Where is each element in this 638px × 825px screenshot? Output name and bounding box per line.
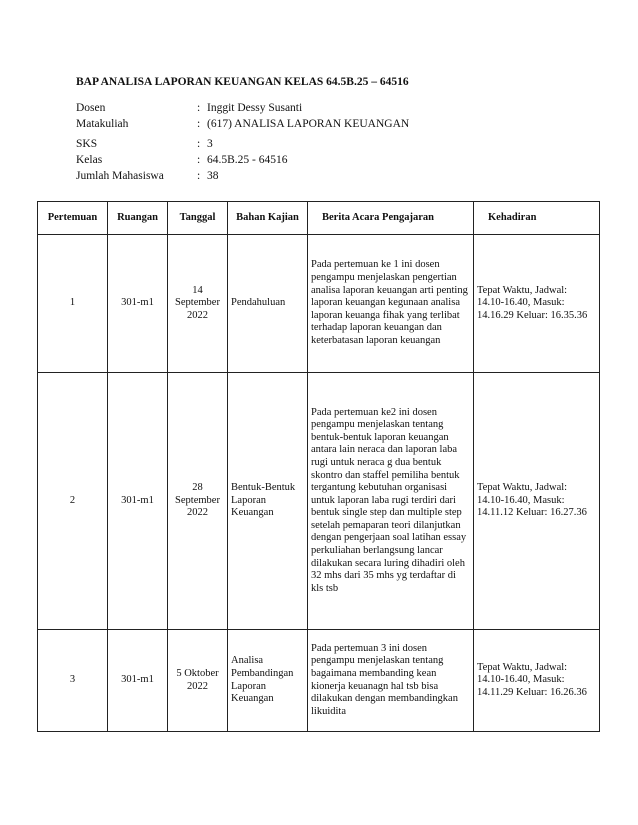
document-title: BAP ANALISA LAPORAN KEUANGAN KELAS 64.5B.25 – 64516 (76, 76, 409, 88)
cell-pertemuan: 2 (38, 373, 108, 630)
cell-berita-acara: Pada pertemuan ke2 ini dosen pengampu menjelaskan tentang bentuk-bentuk laporan keuangan antara lain neraca dan laporan laba rugi untuk neraca g dua bentuk skontro dan staffel pemiliha bentuk tergantung kebutuhan organisasi untuk laporan laba rugi terdiri dari bentuk single step dan multiple step setelah pemaparan teori dilanjutkan dengan pengerjaan soal latihan essay perkuliahan berlangsung lancar dilakukan secara luring dihadiri oleh 32 mhs dari 35 mhs yg terdaftar di kls tsb (308, 373, 474, 630)
meta-colon: : (197, 170, 201, 182)
header-kehadiran: Kehadiran (474, 202, 600, 235)
meta-colon: : (197, 154, 201, 166)
cell-tanggal: 28 September 2022 (168, 373, 228, 630)
meta-row-jumlah-mahasiswa (76, 168, 409, 184)
meta-value: Inggit Dessy Susanti (207, 102, 303, 114)
course-info (76, 100, 409, 184)
meta-value: 64.5B.25 - 64516 (207, 154, 288, 166)
header-tanggal: Tanggal (168, 202, 228, 235)
meta-label: SKS (76, 138, 98, 150)
meta-row-dosen (76, 100, 409, 116)
meta-label: Matakuliah (76, 118, 129, 130)
cell-kehadiran: Tepat Waktu, Jadwal: 14.10-16.40, Masuk: 14.11.12 Keluar: 16.27.36 (474, 373, 600, 630)
header-bahan-kajian: Bahan Kajian (228, 202, 308, 235)
table-row (38, 373, 600, 630)
meta-label: Jumlah Mahasiswa (76, 170, 164, 182)
header-ruangan: Ruangan (108, 202, 168, 235)
cell-ruangan: 301-m1 (108, 373, 168, 630)
table-row (38, 235, 600, 373)
bap-table (37, 201, 600, 732)
cell-bahan-kajian: Pendahuluan (228, 235, 308, 373)
cell-berita-acara: Pada pertemuan 3 ini dosen pengampu menjelaskan tentang bagaimana membanding kean kionerja keuanagn hal tsb bisa dilakukan dengan membandingkan likuidita (308, 630, 474, 732)
meta-value: 3 (207, 138, 213, 150)
header-berita-acara: Berita Acara Pengajaran (308, 202, 474, 235)
meta-label: Kelas (76, 154, 103, 166)
table-row (38, 630, 600, 732)
cell-kehadiran: Tepat Waktu, Jadwal: 14.10-16.40, Masuk: 14.11.29 Keluar: 16.26.36 (474, 630, 600, 732)
cell-pertemuan: 3 (38, 630, 108, 732)
cell-berita-acara: Pada pertemuan ke 1 ini dosen pengampu menjelaskan pengertian analisa laporan keuangan arti penting laporan keuangan kegunaan analisa laporan keuanga fihak yang terlibat terhadap laporan keuangan dan keterbatasan laporan keuangan (308, 235, 474, 373)
cell-ruangan: 301-m1 (108, 235, 168, 373)
meta-colon: : (197, 102, 201, 114)
meta-colon: : (197, 118, 201, 130)
meta-row-matakuliah (76, 116, 409, 132)
cell-bahan-kajian: Analisa Pembandingan Laporan Keuangan (228, 630, 308, 732)
meta-row-sks (76, 136, 409, 152)
cell-tanggal: 5 Oktober 2022 (168, 630, 228, 732)
cell-ruangan: 301-m1 (108, 630, 168, 732)
meta-label: Dosen (76, 102, 106, 114)
cell-bahan-kajian: Bentuk-Bentuk Laporan Keuangan (228, 373, 308, 630)
cell-pertemuan: 1 (38, 235, 108, 373)
meta-row-kelas (76, 152, 409, 168)
meta-value: (617) ANALISA LAPORAN KEUANGAN (207, 118, 410, 130)
meta-colon: : (197, 138, 201, 150)
table-header-row (38, 202, 600, 235)
header-pertemuan: Pertemuan (38, 202, 108, 235)
cell-tanggal: 14 September 2022 (168, 235, 228, 373)
meta-value: 38 (207, 170, 219, 182)
cell-kehadiran: Tepat Waktu, Jadwal: 14.10-16.40, Masuk: 14.16.29 Keluar: 16.35.36 (474, 235, 600, 373)
